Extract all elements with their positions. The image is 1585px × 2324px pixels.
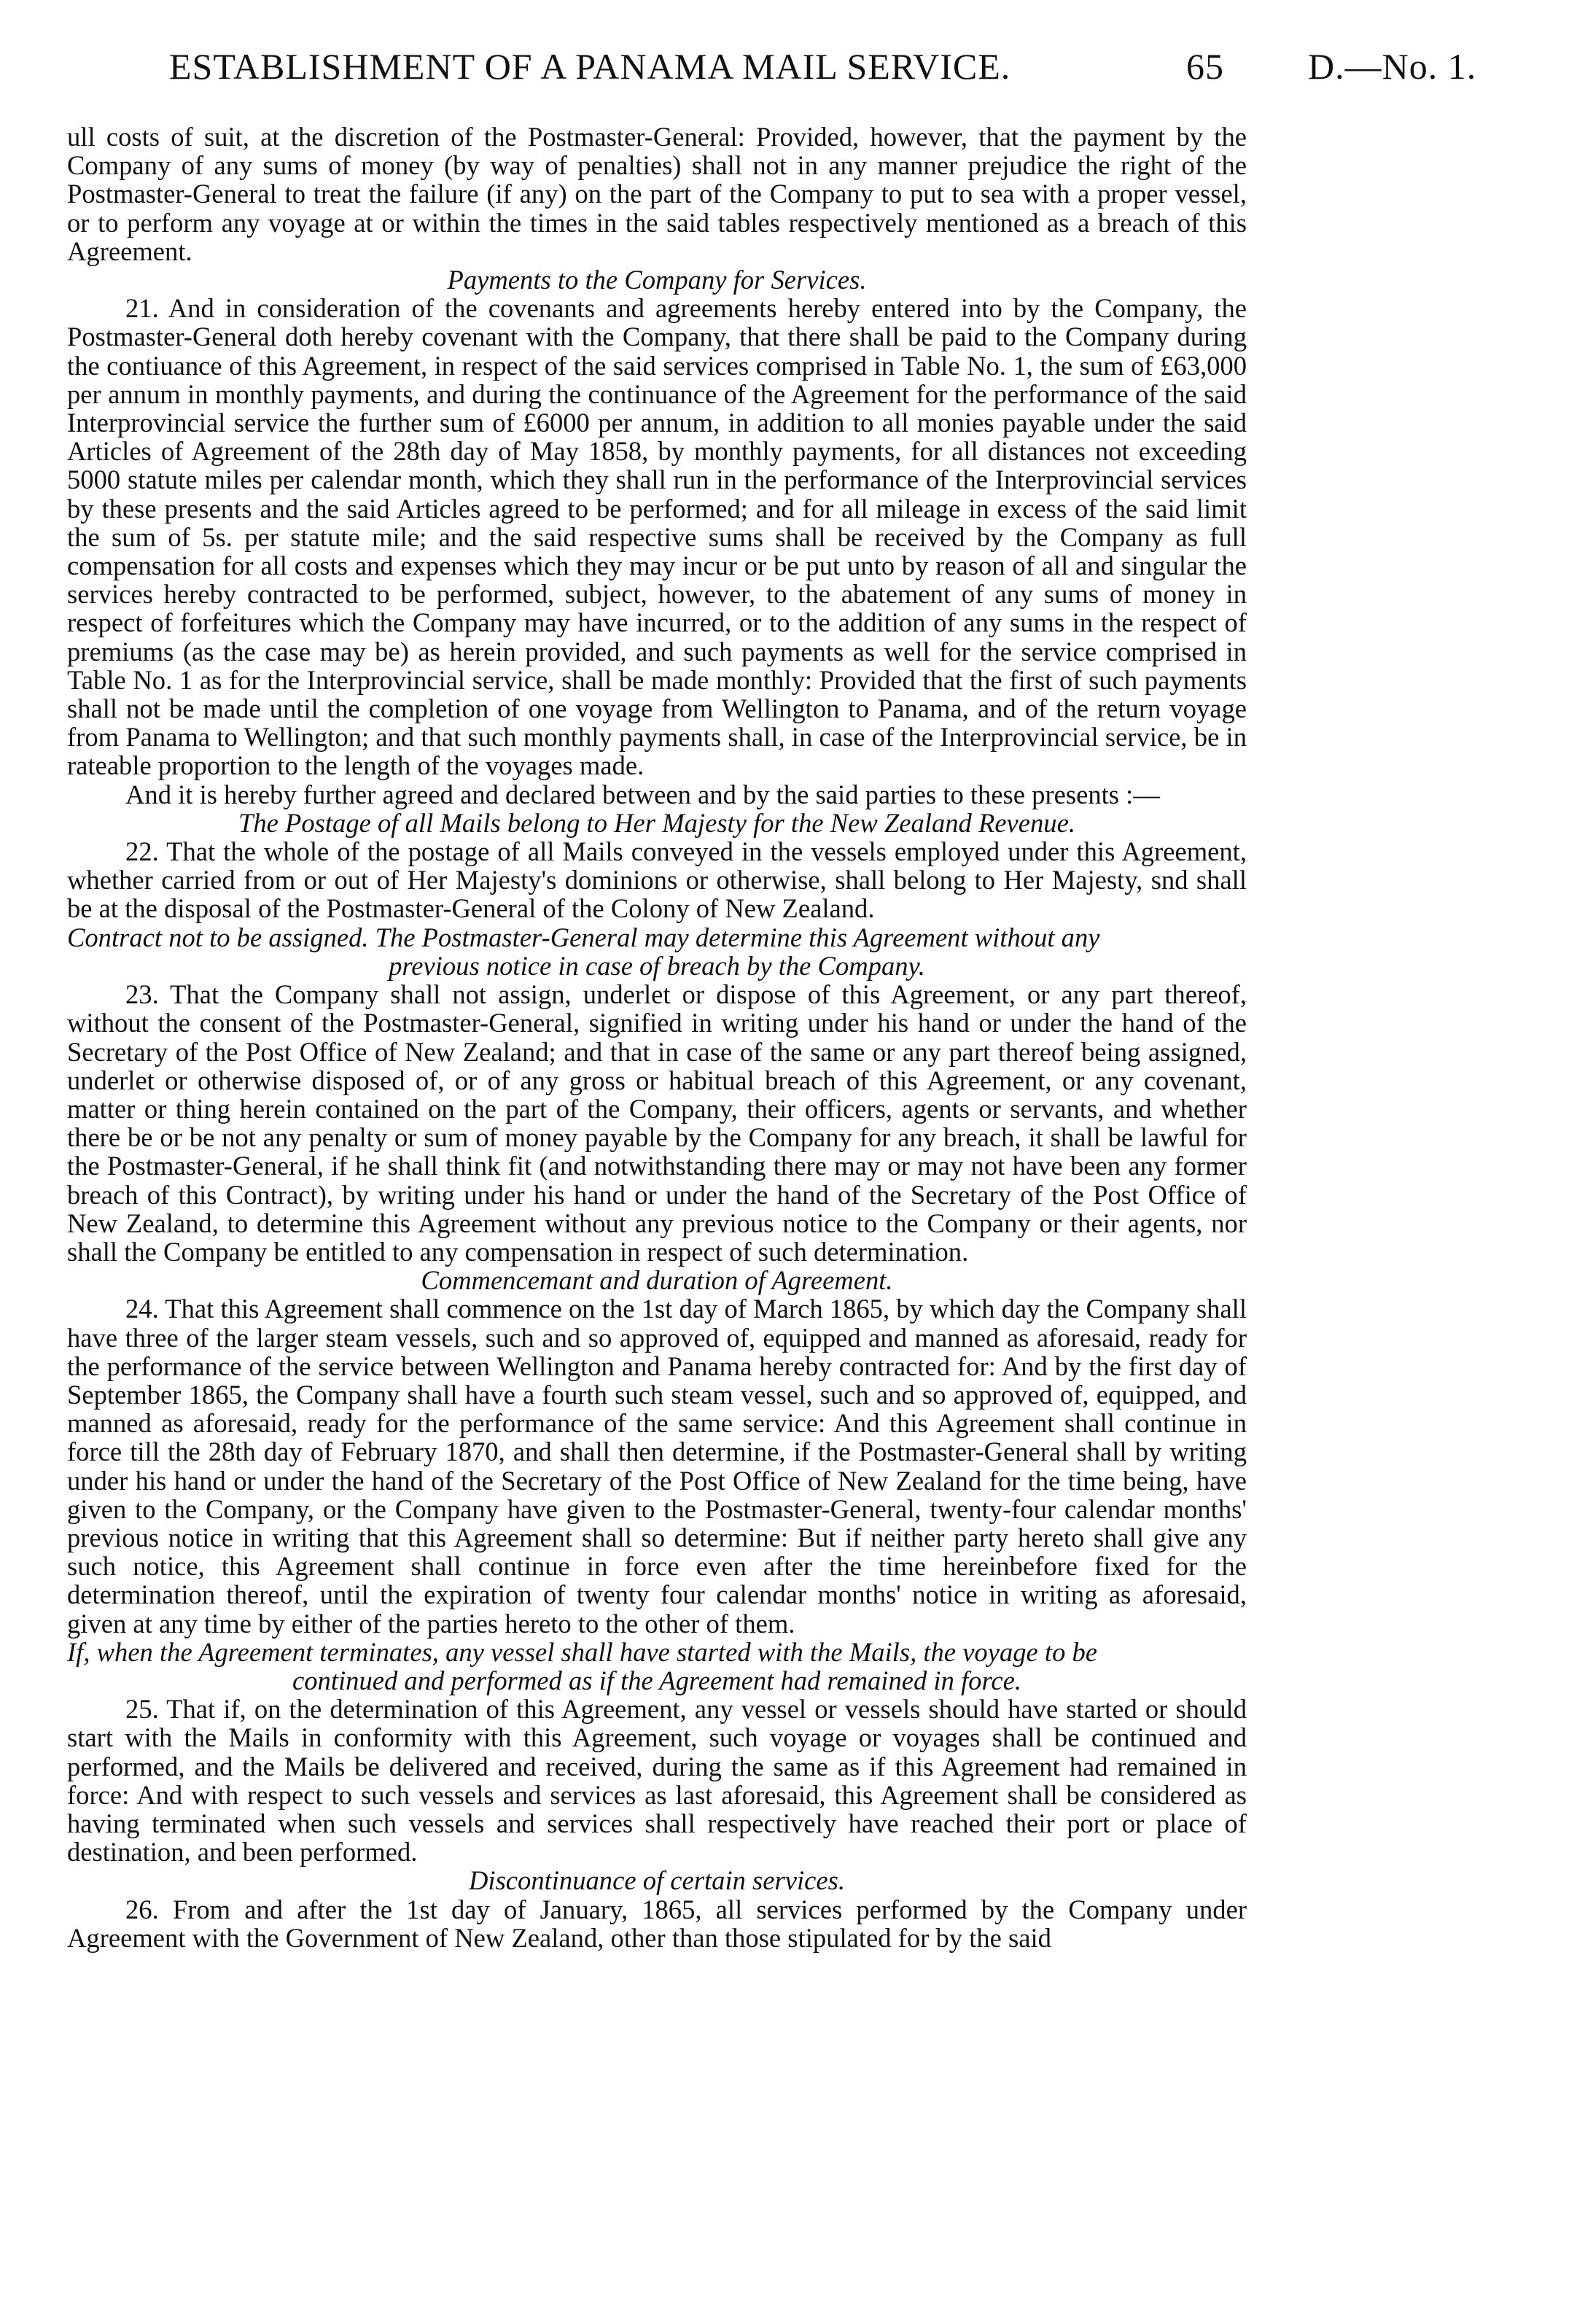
heading-contract <box>67 923 1247 980</box>
paragraph-further-agreed: And it is hereby further agreed and declared between and by the said parties to these presents :— <box>125 779 1160 809</box>
page-number: 65 <box>1186 46 1224 87</box>
heading-payments: Payments to the Company for Services. <box>447 265 867 295</box>
paragraph-23: 23. That the Company shall not assign, underlet or dispose of this Agreement, or any part thereof, without the consent of the Postmaster-General, signified in writing under his hand or under the hand of the Secretary of the Post Office of New Zealand; and that in case of the same or any part thereof being assigned, underlet or otherwise disposed of, or of any gross or habitual breach of this Agreement, or any covenant, matter or thing herein contained on the part of the Company, their officers, agents or servants, and whether there be or be not any penalty or sum of money payable by the Company for any breach, it shall be lawful for the Postmaster-General, if he shall think fit (and notwithstanding there may or may not have been any former breach of this Contract), by writing under his hand or under the hand of the Secretary of the Post Office of New Zealand, to determine this Agreement without any previous notice to the Company or their agents, nor shall the Company be entitled to any compensation in respect of such determination. <box>67 979 1247 1267</box>
header-title: ESTABLISHMENT OF A PANAMA MAIL SERVICE. <box>169 46 1011 87</box>
paragraph-21: 21. And in consideration of the covenants and agreements hereby entered into by the Company, the Postmaster-General doth hereby covenant with the Company, that there shall be paid to the Company during the contiuance of this Agreement, in respect of the said services comprised in Table No. 1, the sum of £63,000 per annum in monthly payments, and during the continuance of the Agreement for the performance of the said Interprovincial service the further sum of £6000 per annum, in addition to all monies payable under the said Articles of Agreement of the 28th day of May 1858, by monthly payments, for all distances not exceeding 5000 statute miles per calendar month, which they shall run in the performance of the Interprovincial services by these presents and the said Articles agreed to be performed; and for all mileage in excess of the said limit the sum of 5s. per statute mile; and the said respective sums shall be received by the Company as full compensation for all costs and expenses which they may incur or be put unto by reason of all and singular the services hereby contracted to be performed, subject, however, to the abatement of any sums of money in respect of forfeitures which the Company may have incurred, or to the addition of any sums in the respect of premiums (as the case may be) as herein provided, and such payments as well for the service comprised in Table No. 1 as for the Interprovincial service, shall be made monthly: Provided that the first of such payments shall not be made until the completion of one voyage from Wellington to Panama, and of the return voyage from Panama to Wellington; and that such monthly payments shall, in case of the Interprovincial service, be in rateable proportion to the length of the voyages made. <box>67 293 1247 781</box>
heading-terminates-line-2: continued and performed as if the Agreement had remained in force. <box>292 1665 1021 1695</box>
heading-discontinuance: Discontinuance of certain services. <box>468 1865 846 1896</box>
paragraph-22: 22. That the whole of the postage of all Mails conveyed in the vessels employed under this Agreement, whether carried from or out of Her Majesty's dominions or otherwise, shall belong to Her Majesty, snd shall be at the disposal of the Postmaster-General of the Colony of New Zealand. <box>67 836 1247 924</box>
paragraph-26: 26. From and after the 1st day of January, 1865, all services performed by the Company under Agreement with the Government of New Zealand, other than those stipulated for by the said <box>67 1894 1247 1953</box>
paragraph-25: 25. That if, on the determination of this Agreement, any vessel or vessels should have started or should start with the Mails in conformity with this Agreement, such voyage or voyages shall be continued and performed, and the Mails be delivered and received, during the same as if this Agreement had remained in force: And with respect to such vessels and services as last aforesaid, this Agreement shall be considered as having terminated when such vessels and services shall respectively have reached their port or place of destination, and been performed. <box>67 1694 1247 1868</box>
paragraph-24: 24. That this Agreement shall commence on the 1st day of March 1865, by which day the Company shall have three of the larger steam vessels, such and so approved of, equipped and manned as aforesaid, ready for the performance of the service between Wellington and Panama hereby contracted for: And by the first day of September 1865, the Company shall have a fourth such steam vessel, such and so approved of, equipped, and manned as aforesaid, ready for the performance of the same service: And this Agreement shall continue in force till the 28th day of February 1870, and shall then determine, if the Postmaster-General shall by writing under his hand or under the hand of the Secretary of the Post Office of New Zealand for the time being, have given to the Company, or the Company have given to the Postmaster-General, twenty-four calendar months' previous notice in writing that this Agreement shall so determine: But if neither party hereto shall give any such notice, this Agreement shall continue in force even after the time hereinbefore fixed for the determination thereof, until the expiration of twenty four calendar months' notice in writing as aforesaid, given at any time by either of the parties hereto to the other of them. <box>67 1294 1247 1639</box>
heading-terminates <box>67 1638 1247 1695</box>
body-text <box>67 123 1247 1952</box>
heading-postage: The Postage of all Mails belong to Her Majesty for the New Zealand Revenue. <box>238 807 1075 838</box>
heading-terminates-line-1: If, when the Agreement terminates, any vessel shall have started with the Mails, the voyage to be <box>67 1636 1098 1667</box>
running-header <box>169 45 1503 96</box>
document-reference: D.—No. 1. <box>1308 46 1477 87</box>
heading-contract-line-1: Contract not to be assigned. The Postmaster-General may determine this Agreement without any <box>67 922 1100 952</box>
heading-contract-line-2: previous notice in case of breach by the Company. <box>389 950 925 981</box>
heading-commencement: Commencemant and duration of Agreement. <box>421 1265 893 1296</box>
paragraph-intro: ull costs of suit, at the discretion of the Postmaster-General: Provided, however, that the payment by the Company of any sums of money (by way of penalties) shall not in any manner prejudice the right of the Postmaster-General to treat the failure (if any) on the part of the Company to put to sea with a proper vessel, or to perform any voyage at or within the times in the said tables respectively mentioned as a breach of this Agreement. <box>67 122 1247 266</box>
